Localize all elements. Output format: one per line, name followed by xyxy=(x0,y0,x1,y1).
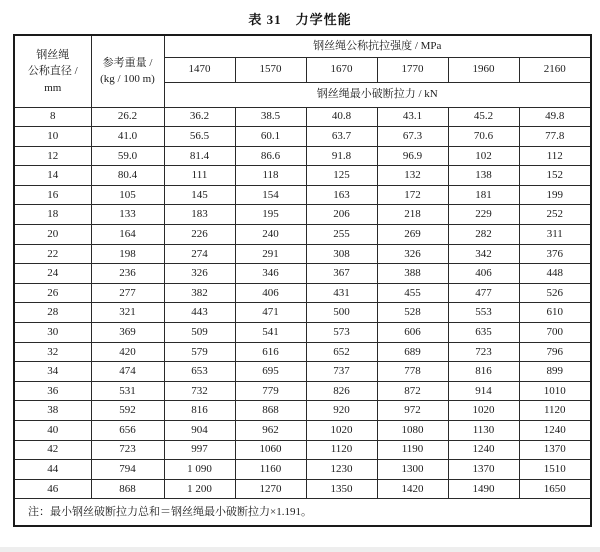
diameter-cell: 10 xyxy=(14,127,91,147)
breaking-force-cell: 376 xyxy=(519,244,591,264)
table-note: 注：最小钢丝破断拉力总和＝钢丝绳最小破断拉力×1.191。 xyxy=(14,499,591,526)
weight-cell: 59.0 xyxy=(91,146,164,166)
breaking-force-cell: 477 xyxy=(448,283,519,303)
diameter-cell: 12 xyxy=(14,146,91,166)
breaking-force-cell: 111 xyxy=(164,166,235,186)
breaking-force-cell: 899 xyxy=(519,362,591,382)
breaking-force-cell: 471 xyxy=(235,303,306,323)
breaking-force-cell: 606 xyxy=(377,323,448,343)
page-bottom-strip xyxy=(0,547,600,552)
breaking-force-cell: 112 xyxy=(519,146,591,166)
breaking-force-cell: 38.5 xyxy=(235,107,306,127)
breaking-force-cell: 311 xyxy=(519,225,591,245)
breaking-force-cell: 1190 xyxy=(377,440,448,460)
col-header-tensile-strength: 钢丝绳公称抗拉强度 / MPa xyxy=(164,35,591,57)
weight-cell: 80.4 xyxy=(91,166,164,186)
table-row xyxy=(14,421,591,441)
diameter-cell: 14 xyxy=(14,166,91,186)
breaking-force-cell: 443 xyxy=(164,303,235,323)
strength-grade-header: 2160 xyxy=(519,57,591,82)
breaking-force-cell: 732 xyxy=(164,381,235,401)
weight-cell: 164 xyxy=(91,225,164,245)
col-header-breaking-force: 钢丝绳最小破断拉力 / kN xyxy=(164,82,591,107)
breaking-force-cell: 252 xyxy=(519,205,591,225)
breaking-force-cell: 616 xyxy=(235,342,306,362)
breaking-force-cell: 218 xyxy=(377,205,448,225)
breaking-force-cell: 1370 xyxy=(519,440,591,460)
breaking-force-cell: 635 xyxy=(448,323,519,343)
breaking-force-cell: 872 xyxy=(377,381,448,401)
diameter-cell: 38 xyxy=(14,401,91,421)
breaking-force-cell: 255 xyxy=(306,225,377,245)
breaking-force-cell: 346 xyxy=(235,264,306,284)
weight-cell: 105 xyxy=(91,185,164,205)
weight-cell: 133 xyxy=(91,205,164,225)
breaking-force-cell: 163 xyxy=(306,185,377,205)
breaking-force-cell: 125 xyxy=(306,166,377,186)
breaking-force-cell: 779 xyxy=(235,381,306,401)
breaking-force-cell: 1370 xyxy=(448,460,519,480)
breaking-force-cell: 455 xyxy=(377,283,448,303)
breaking-force-cell: 269 xyxy=(377,225,448,245)
weight-cell: 41.0 xyxy=(91,127,164,147)
breaking-force-cell: 388 xyxy=(377,264,448,284)
breaking-force-cell: 541 xyxy=(235,323,306,343)
breaking-force-cell: 1300 xyxy=(377,460,448,480)
col-header-diameter-line1: 钢丝绳 xyxy=(36,48,70,61)
col-header-weight xyxy=(91,35,164,107)
page-title: 表 31 力学性能 xyxy=(248,12,352,27)
strength-grade-header: 1960 xyxy=(448,57,519,82)
breaking-force-cell: 868 xyxy=(235,401,306,421)
breaking-force-cell: 67.3 xyxy=(377,127,448,147)
breaking-force-cell: 723 xyxy=(448,342,519,362)
breaking-force-cell: 118 xyxy=(235,166,306,186)
diameter-cell: 34 xyxy=(14,362,91,382)
breaking-force-cell: 526 xyxy=(519,283,591,303)
weight-cell: 474 xyxy=(91,362,164,382)
breaking-force-cell: 1240 xyxy=(519,421,591,441)
table-row xyxy=(14,303,591,323)
breaking-force-cell: 154 xyxy=(235,185,306,205)
breaking-force-cell: 406 xyxy=(448,264,519,284)
breaking-force-cell: 291 xyxy=(235,244,306,264)
table-row xyxy=(14,225,591,245)
breaking-force-cell: 181 xyxy=(448,185,519,205)
breaking-force-cell: 152 xyxy=(519,166,591,186)
breaking-force-cell: 1270 xyxy=(235,479,306,499)
breaking-force-cell: 653 xyxy=(164,362,235,382)
breaking-force-cell: 579 xyxy=(164,342,235,362)
table-row xyxy=(14,362,591,382)
breaking-force-cell: 49.8 xyxy=(519,107,591,127)
diameter-cell: 32 xyxy=(14,342,91,362)
table-body xyxy=(14,107,591,499)
breaking-force-cell: 226 xyxy=(164,225,235,245)
table-row xyxy=(14,323,591,343)
diameter-cell: 16 xyxy=(14,185,91,205)
breaking-force-cell: 553 xyxy=(448,303,519,323)
diameter-cell: 18 xyxy=(14,205,91,225)
diameter-cell: 8 xyxy=(14,107,91,127)
breaking-force-cell: 1650 xyxy=(519,479,591,499)
diameter-cell: 46 xyxy=(14,479,91,499)
breaking-force-cell: 573 xyxy=(306,323,377,343)
breaking-force-cell: 132 xyxy=(377,166,448,186)
table-row xyxy=(14,185,591,205)
breaking-force-cell: 102 xyxy=(448,146,519,166)
strength-grade-header: 1570 xyxy=(235,57,306,82)
table-row xyxy=(14,401,591,421)
table-row xyxy=(14,381,591,401)
breaking-force-cell: 700 xyxy=(519,323,591,343)
breaking-force-cell: 206 xyxy=(306,205,377,225)
breaking-force-cell: 86.6 xyxy=(235,146,306,166)
breaking-force-cell: 326 xyxy=(164,264,235,284)
breaking-force-cell: 1230 xyxy=(306,460,377,480)
breaking-force-cell: 826 xyxy=(306,381,377,401)
table-row xyxy=(14,264,591,284)
table-row xyxy=(14,127,591,147)
breaking-force-cell: 448 xyxy=(519,264,591,284)
breaking-force-cell: 610 xyxy=(519,303,591,323)
breaking-force-cell: 652 xyxy=(306,342,377,362)
weight-cell: 26.2 xyxy=(91,107,164,127)
weight-cell: 794 xyxy=(91,460,164,480)
breaking-force-cell: 138 xyxy=(448,166,519,186)
breaking-force-cell: 43.1 xyxy=(377,107,448,127)
breaking-force-cell: 40.8 xyxy=(306,107,377,127)
breaking-force-cell: 60.1 xyxy=(235,127,306,147)
weight-cell: 277 xyxy=(91,283,164,303)
breaking-force-cell: 145 xyxy=(164,185,235,205)
diameter-cell: 44 xyxy=(14,460,91,480)
col-header-diameter xyxy=(14,35,91,107)
weight-cell: 369 xyxy=(91,323,164,343)
breaking-force-cell: 308 xyxy=(306,244,377,264)
breaking-force-cell: 737 xyxy=(306,362,377,382)
breaking-force-cell: 63.7 xyxy=(306,127,377,147)
breaking-force-cell: 695 xyxy=(235,362,306,382)
breaking-force-cell: 1420 xyxy=(377,479,448,499)
breaking-force-cell: 183 xyxy=(164,205,235,225)
breaking-force-cell: 45.2 xyxy=(448,107,519,127)
breaking-force-cell: 199 xyxy=(519,185,591,205)
col-header-diameter-line3: mm xyxy=(44,81,62,94)
table-row xyxy=(14,342,591,362)
breaking-force-cell: 1120 xyxy=(519,401,591,421)
diameter-cell: 22 xyxy=(14,244,91,264)
breaking-force-cell: 1240 xyxy=(448,440,519,460)
breaking-force-cell: 816 xyxy=(448,362,519,382)
table-row xyxy=(14,283,591,303)
breaking-force-cell: 689 xyxy=(377,342,448,362)
breaking-force-cell: 96.9 xyxy=(377,146,448,166)
weight-cell: 321 xyxy=(91,303,164,323)
breaking-force-cell: 904 xyxy=(164,421,235,441)
breaking-force-cell: 77.8 xyxy=(519,127,591,147)
breaking-force-cell: 1 200 xyxy=(164,479,235,499)
col-header-weight-line2: (kg / 100 m) xyxy=(100,73,155,86)
breaking-force-cell: 1020 xyxy=(448,401,519,421)
weight-cell: 723 xyxy=(91,440,164,460)
weight-cell: 592 xyxy=(91,401,164,421)
col-header-weight-line1: 参考重量 / xyxy=(102,56,153,69)
mechanical-properties-table xyxy=(13,34,592,527)
breaking-force-cell: 816 xyxy=(164,401,235,421)
breaking-force-cell: 509 xyxy=(164,323,235,343)
breaking-force-cell: 528 xyxy=(377,303,448,323)
breaking-force-cell: 172 xyxy=(377,185,448,205)
weight-cell: 868 xyxy=(91,479,164,499)
breaking-force-cell: 406 xyxy=(235,283,306,303)
col-header-diameter-line2: 公称直径 / xyxy=(27,65,78,77)
diameter-cell: 20 xyxy=(14,225,91,245)
breaking-force-cell: 920 xyxy=(306,401,377,421)
breaking-force-cell: 70.6 xyxy=(448,127,519,147)
breaking-force-cell: 342 xyxy=(448,244,519,264)
table-row xyxy=(14,460,591,480)
breaking-force-cell: 1 090 xyxy=(164,460,235,480)
breaking-force-cell: 56.5 xyxy=(164,127,235,147)
table-row xyxy=(14,205,591,225)
breaking-force-cell: 1160 xyxy=(235,460,306,480)
breaking-force-cell: 778 xyxy=(377,362,448,382)
diameter-cell: 30 xyxy=(14,323,91,343)
breaking-force-cell: 1060 xyxy=(235,440,306,460)
breaking-force-cell: 914 xyxy=(448,381,519,401)
strength-grade-header: 1470 xyxy=(164,57,235,82)
breaking-force-cell: 91.8 xyxy=(306,146,377,166)
breaking-force-cell: 1010 xyxy=(519,381,591,401)
strength-grade-header: 1770 xyxy=(377,57,448,82)
weight-cell: 420 xyxy=(91,342,164,362)
breaking-force-cell: 796 xyxy=(519,342,591,362)
weight-cell: 531 xyxy=(91,381,164,401)
breaking-force-cell: 972 xyxy=(377,401,448,421)
breaking-force-cell: 1130 xyxy=(448,421,519,441)
diameter-cell: 24 xyxy=(14,264,91,284)
table-row xyxy=(14,244,591,264)
breaking-force-cell: 229 xyxy=(448,205,519,225)
diameter-cell: 36 xyxy=(14,381,91,401)
weight-cell: 236 xyxy=(91,264,164,284)
weight-cell: 656 xyxy=(91,421,164,441)
breaking-force-cell: 962 xyxy=(235,421,306,441)
table-row xyxy=(14,440,591,460)
breaking-force-cell: 282 xyxy=(448,225,519,245)
breaking-force-cell: 274 xyxy=(164,244,235,264)
breaking-force-cell: 1080 xyxy=(377,421,448,441)
table-row xyxy=(14,479,591,499)
diameter-cell: 28 xyxy=(14,303,91,323)
diameter-cell: 26 xyxy=(14,283,91,303)
breaking-force-cell: 431 xyxy=(306,283,377,303)
breaking-force-cell: 36.2 xyxy=(164,107,235,127)
diameter-cell: 40 xyxy=(14,421,91,441)
breaking-force-cell: 195 xyxy=(235,205,306,225)
breaking-force-cell: 500 xyxy=(306,303,377,323)
breaking-force-cell: 1350 xyxy=(306,479,377,499)
table-row xyxy=(14,166,591,186)
breaking-force-cell: 1510 xyxy=(519,460,591,480)
breaking-force-cell: 1120 xyxy=(306,440,377,460)
breaking-force-cell: 81.4 xyxy=(164,146,235,166)
breaking-force-cell: 997 xyxy=(164,440,235,460)
table-row xyxy=(14,146,591,166)
breaking-force-cell: 1020 xyxy=(306,421,377,441)
breaking-force-cell: 382 xyxy=(164,283,235,303)
table-row xyxy=(14,107,591,127)
breaking-force-cell: 1490 xyxy=(448,479,519,499)
breaking-force-cell: 240 xyxy=(235,225,306,245)
diameter-cell: 42 xyxy=(14,440,91,460)
breaking-force-cell: 326 xyxy=(377,244,448,264)
breaking-force-cell: 367 xyxy=(306,264,377,284)
strength-grade-header: 1670 xyxy=(306,57,377,82)
weight-cell: 198 xyxy=(91,244,164,264)
